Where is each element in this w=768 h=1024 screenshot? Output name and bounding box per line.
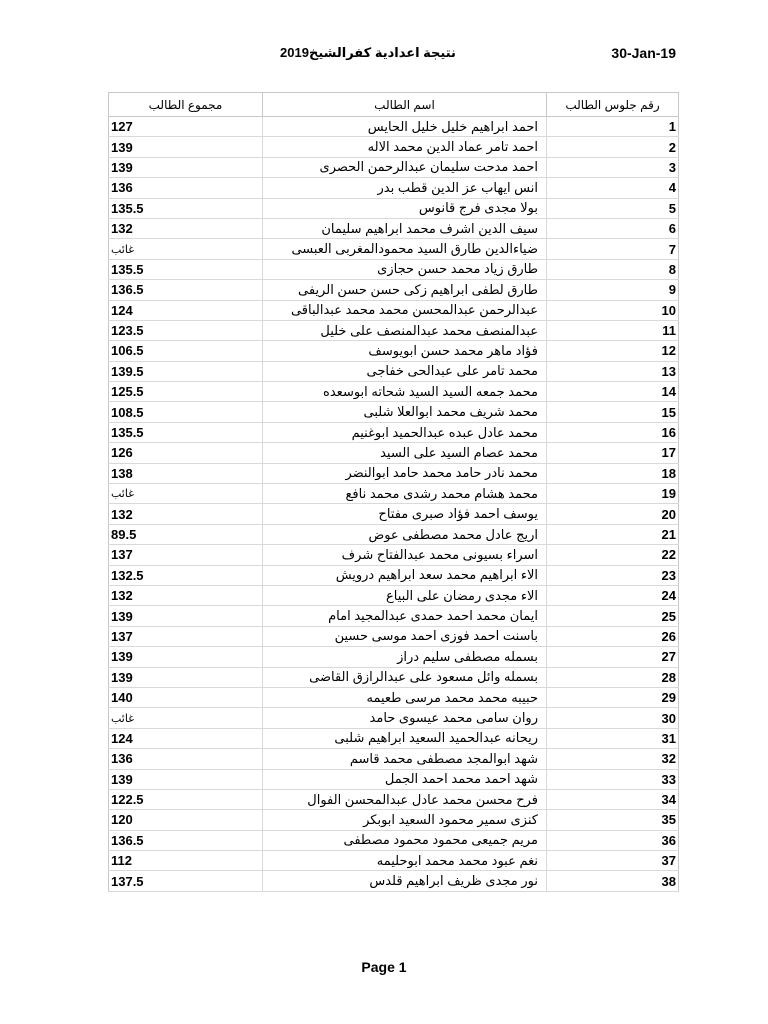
student-name: اسراء بسيونى محمد عبدالفتاح شرف [263, 545, 547, 565]
student-name: احمد ابراهيم خليل خليل الحايس [263, 117, 547, 137]
student-total: 135.5 [109, 422, 263, 442]
table-row [109, 565, 679, 585]
student-name: نغم عبود محمد محمد ابوحليمه [263, 851, 547, 871]
table-row [109, 117, 679, 137]
student-seat-number: 11 [547, 320, 679, 340]
student-seat-number: 22 [547, 545, 679, 565]
table-row [109, 626, 679, 646]
student-seat-number: 8 [547, 259, 679, 279]
student-seat-number: 18 [547, 463, 679, 483]
table-row [109, 239, 679, 259]
student-total: 136 [109, 749, 263, 769]
student-name: محمد جمعه السيد السيد شحاته ابوسعده [263, 382, 547, 402]
student-total: 138 [109, 463, 263, 483]
student-name: احمد تامر عماد الدين محمد الاله [263, 137, 547, 157]
student-total: 139 [109, 647, 263, 667]
student-total: 139 [109, 667, 263, 687]
student-seat-number: 1 [547, 117, 679, 137]
student-name: بولا مجدى فرج قانوس [263, 198, 547, 218]
student-total: 136 [109, 178, 263, 198]
table-row [109, 382, 679, 402]
student-total: 124 [109, 728, 263, 748]
student-name: محمد هشام محمد رشدى محمد نافع [263, 484, 547, 504]
table-row [109, 341, 679, 361]
student-name: مريم جميعى محمود محمود مصطفى [263, 830, 547, 850]
table-row [109, 708, 679, 728]
student-seat-number: 38 [547, 871, 679, 891]
student-name: عبدالمنصف محمد عبدالمنصف على خليل [263, 320, 547, 340]
student-seat-number: 25 [547, 606, 679, 626]
student-name: طارق لطفى ابراهيم زكى حسن حسن الريفى [263, 280, 547, 300]
student-total: 139 [109, 137, 263, 157]
table-row [109, 300, 679, 320]
student-name: روان سامى محمد عيسوى حامد [263, 708, 547, 728]
student-seat-number: 33 [547, 769, 679, 789]
student-total: 135.5 [109, 198, 263, 218]
table-row [109, 198, 679, 218]
student-total: 122.5 [109, 789, 263, 809]
student-name: محمد نادر حامد محمد حامد ابوالنضر [263, 463, 547, 483]
table-header-row [109, 93, 679, 117]
student-total: 136.5 [109, 280, 263, 300]
table-body [109, 117, 679, 892]
student-name: ايمان محمد احمد حمدى عبدالمجيد امام [263, 606, 547, 626]
student-seat-number: 36 [547, 830, 679, 850]
table-row [109, 361, 679, 381]
table-row [109, 504, 679, 524]
student-name: باسنت احمد فوزى احمد موسى حسين [263, 626, 547, 646]
student-total: 120 [109, 810, 263, 830]
student-seat-number: 24 [547, 585, 679, 605]
student-seat-number: 6 [547, 218, 679, 238]
student-total: 137 [109, 545, 263, 565]
student-name: فرح محسن محمد عادل عبدالمحسن الفوال [263, 789, 547, 809]
student-seat-number: 35 [547, 810, 679, 830]
page-date: 30-Jan-19 [611, 45, 676, 61]
table-row [109, 259, 679, 279]
student-name: كنزى سمير محمود السعيد ابوبكر [263, 810, 547, 830]
student-total: 137.5 [109, 871, 263, 891]
table-row [109, 749, 679, 769]
student-total: 135.5 [109, 259, 263, 279]
student-name: الاء ابراهيم محمد سعد ابراهيم درويش [263, 565, 547, 585]
page-title: نتيجة اعدادية كفرالشيخ2019 [280, 45, 456, 60]
student-seat-number: 5 [547, 198, 679, 218]
table-row [109, 463, 679, 483]
student-seat-number: 34 [547, 789, 679, 809]
page-number: Page 1 [361, 959, 407, 975]
student-total: 106.5 [109, 341, 263, 361]
student-total: 139.5 [109, 361, 263, 381]
student-seat-number: 12 [547, 341, 679, 361]
student-seat-number: 32 [547, 749, 679, 769]
student-name: يوسف احمد فؤاد صبرى مفتاح [263, 504, 547, 524]
student-total: غائب [109, 484, 263, 504]
student-name: عبدالرحمن عبدالمحسن محمد محمد عبدالباقى [263, 300, 547, 320]
student-seat-number: 19 [547, 484, 679, 504]
student-name: سيف الدين اشرف محمد ابراهيم سليمان [263, 218, 547, 238]
student-name: شهد ابوالمجد مصطفى محمد قاسم [263, 749, 547, 769]
student-total: 140 [109, 687, 263, 707]
student-total: 124 [109, 300, 263, 320]
student-name: محمد عصام السيد على السيد [263, 443, 547, 463]
table-row [109, 402, 679, 422]
table-row [109, 687, 679, 707]
student-name: بسمله وائل مسعود على عبدالرازق القاضى [263, 667, 547, 687]
student-total: 112 [109, 851, 263, 871]
student-seat-number: 14 [547, 382, 679, 402]
student-total: 89.5 [109, 524, 263, 544]
table-row [109, 851, 679, 871]
student-total: 139 [109, 606, 263, 626]
student-total: 132 [109, 218, 263, 238]
table-row [109, 422, 679, 442]
results-table [108, 92, 679, 892]
student-seat-number: 27 [547, 647, 679, 667]
student-seat-number: 13 [547, 361, 679, 381]
student-seat-number: 30 [547, 708, 679, 728]
student-total: 139 [109, 769, 263, 789]
table-row [109, 871, 679, 891]
student-total: 127 [109, 117, 263, 137]
table-row [109, 137, 679, 157]
column-header-total: مجموع الطالب [109, 93, 263, 117]
table-row [109, 545, 679, 565]
table-row [109, 647, 679, 667]
student-total: 108.5 [109, 402, 263, 422]
student-name: ضياءالدين طارق السيد محمودالمغربى العبسى [263, 239, 547, 259]
student-total: 126 [109, 443, 263, 463]
student-name: محمد عادل عبده عبدالحميد ابوغنيم [263, 422, 547, 442]
column-header-name: اسم الطالب [263, 93, 547, 117]
table-row [109, 178, 679, 198]
student-total: 132.5 [109, 565, 263, 585]
student-seat-number: 2 [547, 137, 679, 157]
student-seat-number: 3 [547, 157, 679, 177]
student-name: حبيبه محمد محمد مرسى طعيمه [263, 687, 547, 707]
table-row [109, 157, 679, 177]
student-seat-number: 17 [547, 443, 679, 463]
student-seat-number: 16 [547, 422, 679, 442]
table-row [109, 524, 679, 544]
student-seat-number: 10 [547, 300, 679, 320]
student-seat-number: 21 [547, 524, 679, 544]
student-seat-number: 9 [547, 280, 679, 300]
table-row [109, 789, 679, 809]
student-name: احمد مدحت سليمان عبدالرحمن الحصرى [263, 157, 547, 177]
table-row [109, 769, 679, 789]
student-name: ريحانه عبدالحميد السعيد ابراهيم شلبى [263, 728, 547, 748]
student-seat-number: 7 [547, 239, 679, 259]
table-row [109, 218, 679, 238]
student-total: 132 [109, 585, 263, 605]
student-total: 132 [109, 504, 263, 524]
table-row [109, 810, 679, 830]
student-name: شهد احمد محمد احمد الجمل [263, 769, 547, 789]
student-seat-number: 23 [547, 565, 679, 585]
student-name: فؤاد ماهر محمد حسن ابويوسف [263, 341, 547, 361]
table-row [109, 443, 679, 463]
student-total: 125.5 [109, 382, 263, 402]
table-row [109, 667, 679, 687]
student-name: بسمله مصطفى سليم دراز [263, 647, 547, 667]
student-total: غائب [109, 708, 263, 728]
table-row [109, 830, 679, 850]
student-total: 139 [109, 157, 263, 177]
student-name: الاء مجدى رمضان على البياع [263, 585, 547, 605]
table-row [109, 280, 679, 300]
student-name: طارق زياد محمد حسن حجازى [263, 259, 547, 279]
student-name: محمد شريف محمد ابوالعلا شلبى [263, 402, 547, 422]
table-row [109, 585, 679, 605]
column-header-seat: رقم جلوس الطالب [547, 93, 679, 117]
student-seat-number: 31 [547, 728, 679, 748]
table-row [109, 484, 679, 504]
student-seat-number: 26 [547, 626, 679, 646]
student-seat-number: 20 [547, 504, 679, 524]
student-seat-number: 15 [547, 402, 679, 422]
student-total: غائب [109, 239, 263, 259]
student-name: انس ايهاب عز الدين قطب بدر [263, 178, 547, 198]
student-seat-number: 37 [547, 851, 679, 871]
student-total: 137 [109, 626, 263, 646]
student-seat-number: 29 [547, 687, 679, 707]
table-row [109, 728, 679, 748]
student-seat-number: 4 [547, 178, 679, 198]
student-name: اريج عادل محمد مصطفى عوض [263, 524, 547, 544]
student-name: محمد تامر على عبدالحى خفاجى [263, 361, 547, 381]
student-total: 136.5 [109, 830, 263, 850]
student-name: نور مجدى ظريف ابراهيم قلدس [263, 871, 547, 891]
student-seat-number: 28 [547, 667, 679, 687]
student-total: 123.5 [109, 320, 263, 340]
table-row [109, 606, 679, 626]
table-row [109, 320, 679, 340]
